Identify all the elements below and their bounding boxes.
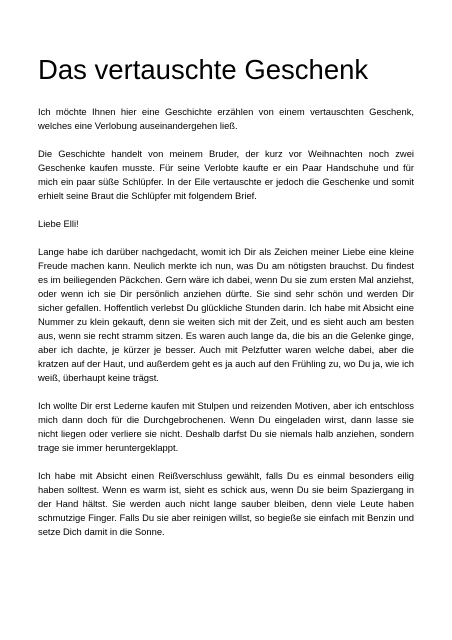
letter-salutation: Liebe Elli! — [38, 218, 79, 229]
letter-paragraph-2: Ich wollte Dir erst Lederne kaufen mit Stulpen und reizenden Motiven, aber ich entschloss mich dann doch für die Durchgebrochenen. Wenn Du eingeladen wirst, dann lasse sie nicht liegen oder verliere sie nicht. Deshalb darfst Du sie niemals halb anziehen, sondern trage sie immer heruntergeklappt. — [38, 400, 414, 453]
document-body — [38, 105, 414, 553]
paragraph-intro: Ich möchte Ihnen hier eine Geschichte erzählen von einem vertauschten Geschenk, welches eine Verlobung auseinandergehen ließ. — [38, 106, 414, 131]
paragraph-story: Die Geschichte handelt von meinem Bruder, der kurz vor Weihnachten noch zwei Geschenke kaufen musste. Für seine Verlobte kaufte er ein Paar Handschuhe und für mich ein paar süße Schlüpfer. In der Eile vertauschte er jedoch die Geschenke und somit erhielt seine Braut die Schlüpfer mit folgendem Brief. — [38, 148, 414, 201]
page-title: Das vertauschte Geschenk — [38, 54, 369, 85]
letter-paragraph-3: Ich habe mit Absicht einen Reißverschluss gewählt, falls Du es einmal besonders eilig haben solltest. Wenn es warm ist, sieht es schick aus, wenn Du sie beim Spaziergang in der Hand hältst. Sie werden auch nicht lange sauber bleiben, denn viele Leute haben schmutzige Finger. Falls Du sie aber reinigen willst, so begieße sie einfach mit Benzin und setze Dich damit in die Sonne. — [38, 470, 414, 537]
letter-paragraph-1: Lange habe ich darüber nachgedacht, womit ich Dir als Zeichen meiner Liebe eine kleine Freude machen kann. Neulich merkte ich nun, was Du am nötigsten brauchst. Du findest es im beiliegenden Päckchen. Gern wäre ich dabei, wenn Du sie zum ersten Mal anziehst, oder wenn ich sie Dir persönlich anziehen dürfte. Sie sind sehr schön und werden Dir sicher gefallen. Hoffentlich verlebst Du glückliche Stunden darin. Ich habe mit Absicht eine Nummer zu klein gekauft, denn sie weiten sich mit der Zeit, und es sieht auch am besten aus, wenn sie recht stramm sitzen. Es waren auch lange da, die bis an die Gelenke ginge, aber ich dachte, je kürzer je besser. Auch mit Pelzfutter waren welche dabei, aber die kratzen auf der Haut, und außerdem geht es ja auch auf den Frühling zu, wo Du ja, wie ich weiß, überhaupt keine trägst. — [38, 246, 414, 383]
